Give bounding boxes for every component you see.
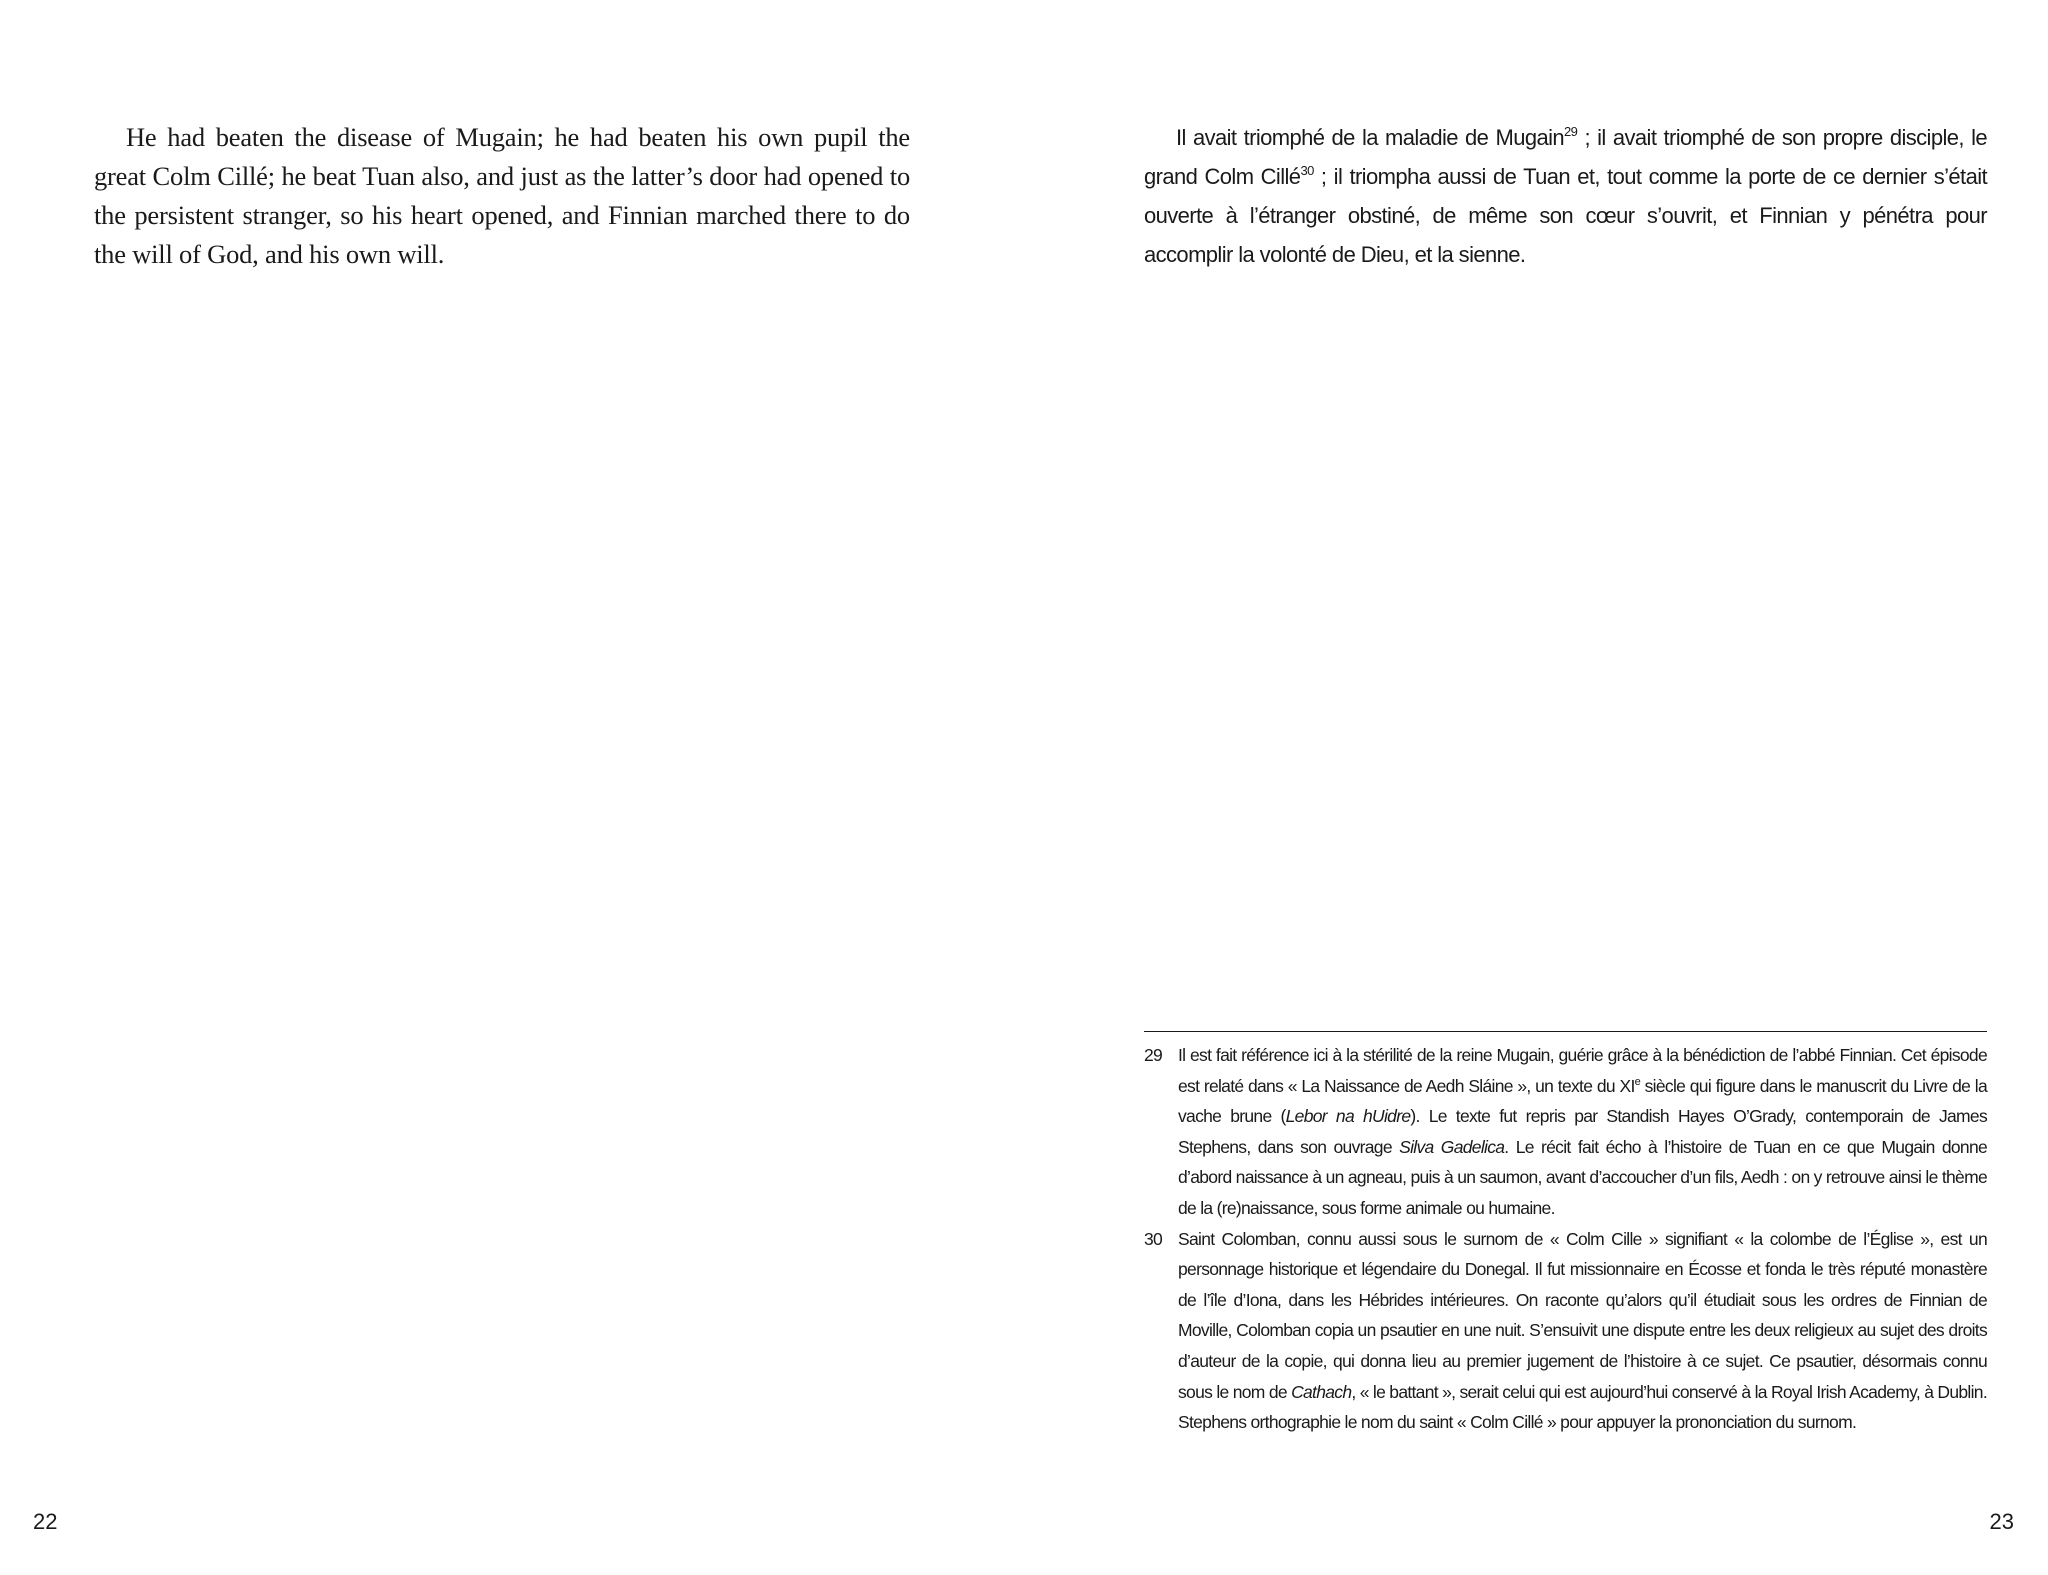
right-page [1024, 0, 2048, 1575]
footnote-ref-30: 30 [1300, 163, 1314, 178]
french-paragraph-part-2: ; il avait triomphé de son propre disciple, le grand Colm Cillé [1144, 125, 1988, 189]
footnote-text-segment: Saint Colomban, connu aussi sous le surnom de « Colm Cille » signifiant « la colombe de l’Église », est un personnage historique et légendaire du Donegal. Il fut missionnaire en Écosse et fonda le très réputé monastère de l’île d’Iona, dans les Hébrides intérieures. On raconte qu’alors qu’il étudiait sous les ordres de Finnian de Moville, Colomban copia un psautier en une nuit. S’ensuivit une dispute entre les deux religieux au sujet des droits d’auteur de la copie, qui donna lieu au premier jugement de l’histoire à ce sujet. Ce psautier, désormais connu sous le nom de [1178, 1228, 1987, 1402]
footnote-text [1178, 1040, 1987, 1224]
century-superscript: e [1634, 1075, 1641, 1088]
french-paragraph [1144, 118, 1987, 274]
footnote-text [1178, 1224, 1987, 1438]
footnote-number: 29 [1144, 1045, 1163, 1065]
footnote-text-segment: Il est fait référence ici à la stérilité de la reine Mugain, guérie grâce à la bénédiction de l’abbé Finnian. Cet épisode est relaté dans « La Naissance de Aedh Sláine », un texte du XI [1178, 1045, 1987, 1096]
french-paragraph-part-1: Il avait triomphé de la maladie de Mugain [1176, 125, 1565, 150]
footnote-divider [1144, 1031, 1987, 1032]
footnotes [1144, 1040, 1987, 1438]
footnote-ref-29: 29 [1564, 124, 1578, 139]
footnote-30 [1144, 1224, 1987, 1438]
footnote-text-segment: . Le récit fait écho à l’histoire de Tuan en ce que Mugain donne d’abord naissance à un agneau, puis à un saumon, avant d’accoucher d’un fils, Aedh : on y retrouve ainsi le thème de la (re)naissance, sous forme animale ou humaine. [1178, 1136, 1988, 1218]
italic-title: Cathach [1291, 1381, 1352, 1402]
english-paragraph: He had beaten the disease of Mugain; he had beaten his own pupil the great Colm Cillé; he beat Tuan also, and just as the latter’s door had opened to the persistent stranger, so his heart opened, and Finnian marched there to do the will of God, and his own will. [94, 122, 910, 269]
italic-title: Lebor na hUidre [1285, 1106, 1411, 1127]
footnote-29 [1144, 1040, 1987, 1224]
footnote-text-segment: , « le battant », serait celui qui est aujourd’hui conservé à la Royal Irish Academy, à Dublin. Stephens orthographie le nom du saint « Colm Cillé » pour appuyer la prononciation du surnom. [1178, 1381, 1987, 1433]
page-number-left: 22 [33, 1509, 58, 1534]
footnote-text-segment: ). Le texte fut repris par Standish Hayes O’Grady, contemporain de James Stephens, dans son ouvrage [1178, 1106, 1988, 1157]
footnote-text-segment: siècle qui figure dans le manuscrit du Livre de la vache brune ( [1178, 1075, 1987, 1127]
page-number-right: 23 [1989, 1509, 2014, 1534]
footnote-number: 30 [1144, 1228, 1163, 1249]
french-paragraph-part-3: ; il triompha aussi de Tuan et, tout comme la porte de ce dernier s’était ouverte à l’étranger obstiné, de même son cœur s’ouvrit, et Finnian y pénétra pour accomplir la volonté de Dieu, et la sienne. [1144, 164, 1988, 267]
italic-title: Silva Gadelica [1399, 1136, 1505, 1157]
